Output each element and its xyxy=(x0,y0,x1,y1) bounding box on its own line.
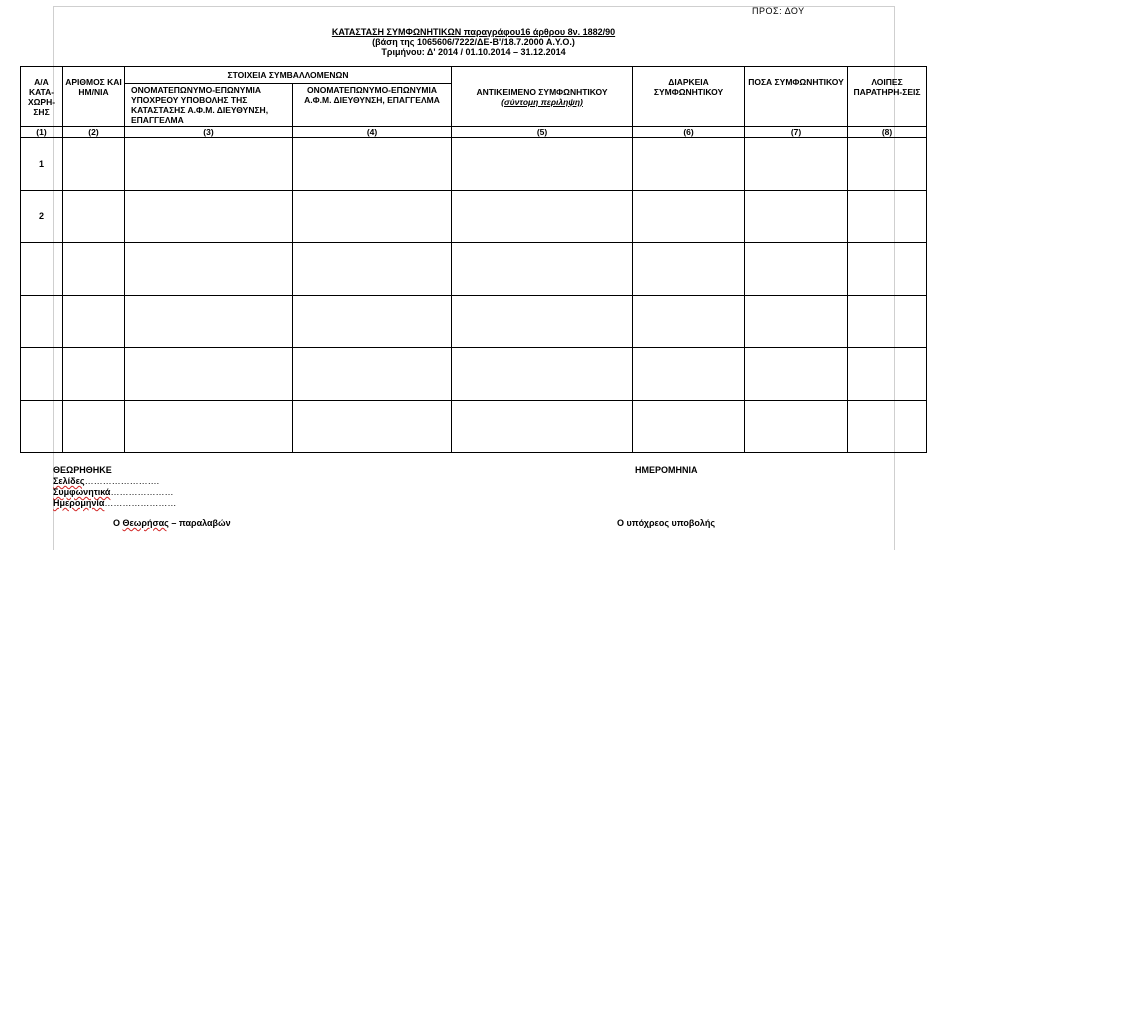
table-cell[interactable] xyxy=(452,243,633,296)
header-col-4: ΟΝΟΜΑΤΕΠΩΝΥΜΟ-ΕΠΩΝΥΜΙΑ Α.Φ.Μ. ΔΙΕΥΘΥΝΣΗ, ΕΠΑΓΓΕΛΜΑ xyxy=(293,84,452,127)
table-cell[interactable] xyxy=(745,295,848,348)
header-col-8: ΛΟΙΠΕΣ ΠΑΡΑΤΗΡΗ-ΣΕΙΣ xyxy=(848,67,927,127)
table-cell[interactable] xyxy=(848,190,927,243)
table-cell[interactable] xyxy=(848,348,927,401)
table-row xyxy=(21,138,927,191)
row-index xyxy=(21,400,63,453)
table-cell[interactable] xyxy=(125,400,293,453)
row-index xyxy=(21,348,63,401)
table-cell[interactable] xyxy=(633,138,745,191)
table-cell[interactable] xyxy=(63,295,125,348)
table-cell[interactable] xyxy=(745,138,848,191)
row-index xyxy=(21,243,63,296)
signature-obligor: Ο υπόχρεος υποβολής xyxy=(617,518,716,528)
row-index: 2 xyxy=(21,190,63,243)
table-cell[interactable] xyxy=(63,348,125,401)
table-cell[interactable] xyxy=(125,243,293,296)
table-cell[interactable] xyxy=(293,190,452,243)
agreements-label: Συμφωνητικά xyxy=(53,487,111,497)
date-dots: …………………… xyxy=(104,498,177,508)
title-line-1: ΚΑΤΑΣΤΑΣΗ ΣΥΜΦΩΝΗΤΙΚΩΝ παραγράφου16 άρθρου 8ν. 1882/90 xyxy=(331,27,616,37)
table-cell[interactable] xyxy=(452,190,633,243)
header-col-2: ΑΡΙΘΜΟΣ ΚΑΙ ΗΜ/ΝΙΑ xyxy=(63,67,125,127)
certified-heading: ΘΕΩΡΗΘΗΚΕ xyxy=(53,465,112,475)
agreements-dots: ………………… xyxy=(110,487,174,497)
table-cell[interactable] xyxy=(633,243,745,296)
table-cell[interactable] xyxy=(848,243,927,296)
date-heading: ΗΜΕΡΟΜΗΝΙΑ xyxy=(635,465,698,475)
table-row xyxy=(21,243,927,296)
agreements-table xyxy=(20,66,927,453)
header-col-7: ΠΟΣΑ ΣΥΜΦΩΝΗΤΙΚΟΥ xyxy=(745,67,848,127)
table-cell[interactable] xyxy=(293,295,452,348)
table-cell[interactable] xyxy=(745,400,848,453)
table-row xyxy=(21,400,927,453)
table-cell[interactable] xyxy=(633,190,745,243)
document-title xyxy=(160,27,787,57)
header-col-3: ΟΝΟΜΑΤΕΠΩΝΥΜΟ-ΕΠΩΝΥΜΙΑ ΥΠΟΧΡΕΟΥ ΥΠΟΒΟΛΗΣ ΤΗΣ ΚΑΤΑΣΤΑΣΗΣ Α.Φ.Μ. ΔΙΕΥΘΥΝΣΗ, ΕΠΑΓΓΕΛΜΑ xyxy=(125,84,293,127)
table-cell[interactable] xyxy=(848,295,927,348)
table-cell[interactable] xyxy=(452,348,633,401)
certification-block xyxy=(53,465,176,509)
header-col-5-title: ΑΝΤΙΚΕΙΜΕΝΟ ΣΥΜΦΩΝΗΤΙΚΟΥ xyxy=(476,86,608,97)
table-cell[interactable] xyxy=(293,348,452,401)
table-cell[interactable] xyxy=(633,348,745,401)
col-number-7: (7) xyxy=(745,127,848,138)
col-number-4: (4) xyxy=(293,127,452,138)
table-cell[interactable] xyxy=(452,400,633,453)
table-cell[interactable] xyxy=(745,348,848,401)
pages-dots: ……………………. xyxy=(84,476,160,486)
table-cell[interactable] xyxy=(125,190,293,243)
table-cell[interactable] xyxy=(293,138,452,191)
title-line-3: Τριμήνου: Δ' 2014 / 01.10.2014 – 31.12.2014 xyxy=(381,47,566,57)
table-cell[interactable] xyxy=(452,295,633,348)
table-cell[interactable] xyxy=(293,243,452,296)
col-number-8: (8) xyxy=(848,127,927,138)
table-cell[interactable] xyxy=(63,243,125,296)
table-cell[interactable] xyxy=(633,295,745,348)
pages-label: Σελίδες xyxy=(53,476,85,486)
col-number-2: (2) xyxy=(63,127,125,138)
table-cell[interactable] xyxy=(848,138,927,191)
col-number-3: (3) xyxy=(125,127,293,138)
header-col-5 xyxy=(452,67,633,127)
table-cell[interactable] xyxy=(745,190,848,243)
table-cell[interactable] xyxy=(125,348,293,401)
pages-line xyxy=(53,476,176,487)
signature-certifier-b: Θεωρήσας xyxy=(122,518,169,528)
table-cell[interactable] xyxy=(63,400,125,453)
signature-certifier-c: – παραλαβών xyxy=(168,518,231,528)
row-index: 1 xyxy=(21,138,63,191)
title-line-2: (βάση της 1065606/7222/ΔΕ-Β'/18.7.2000 Α.Υ.Ο.) xyxy=(372,37,575,47)
table-cell[interactable] xyxy=(633,400,745,453)
table-cell[interactable] xyxy=(452,138,633,191)
header-col-5-subtitle: (σύντομη περιληψη) xyxy=(501,96,583,107)
header-col-1: Α/Α ΚΑΤΑ-ΧΩΡΗ-ΣΗΣ xyxy=(21,67,63,127)
date-line xyxy=(53,498,176,509)
table-cell[interactable] xyxy=(63,138,125,191)
header-col-6: ΔΙΑΡΚΕΙΑ ΣΥΜΦΩΝΗΤΙΚΟΥ xyxy=(633,67,745,127)
table-cell[interactable] xyxy=(63,190,125,243)
signature-certifier xyxy=(113,518,231,528)
recipient-label: ΠΡΟΣ: ΔΟΥ xyxy=(752,6,805,16)
table-row xyxy=(21,295,927,348)
table-cell[interactable] xyxy=(125,295,293,348)
table-row xyxy=(21,190,927,243)
table-cell[interactable] xyxy=(848,400,927,453)
header-group-parties: ΣΤΟΙΧΕΙΑ ΣΥΜΒΑΛΛΟΜΕΝΩΝ xyxy=(125,67,452,84)
col-number-6: (6) xyxy=(633,127,745,138)
row-index xyxy=(21,295,63,348)
table-cell[interactable] xyxy=(745,243,848,296)
signature-certifier-a: Ο xyxy=(113,518,123,528)
date-label: Ημερομηνία xyxy=(53,498,105,508)
agreements-line xyxy=(53,487,176,498)
col-number-5: (5) xyxy=(452,127,633,138)
table-cell[interactable] xyxy=(125,138,293,191)
table-row xyxy=(21,348,927,401)
col-number-1: (1) xyxy=(21,127,63,138)
table-cell[interactable] xyxy=(293,400,452,453)
